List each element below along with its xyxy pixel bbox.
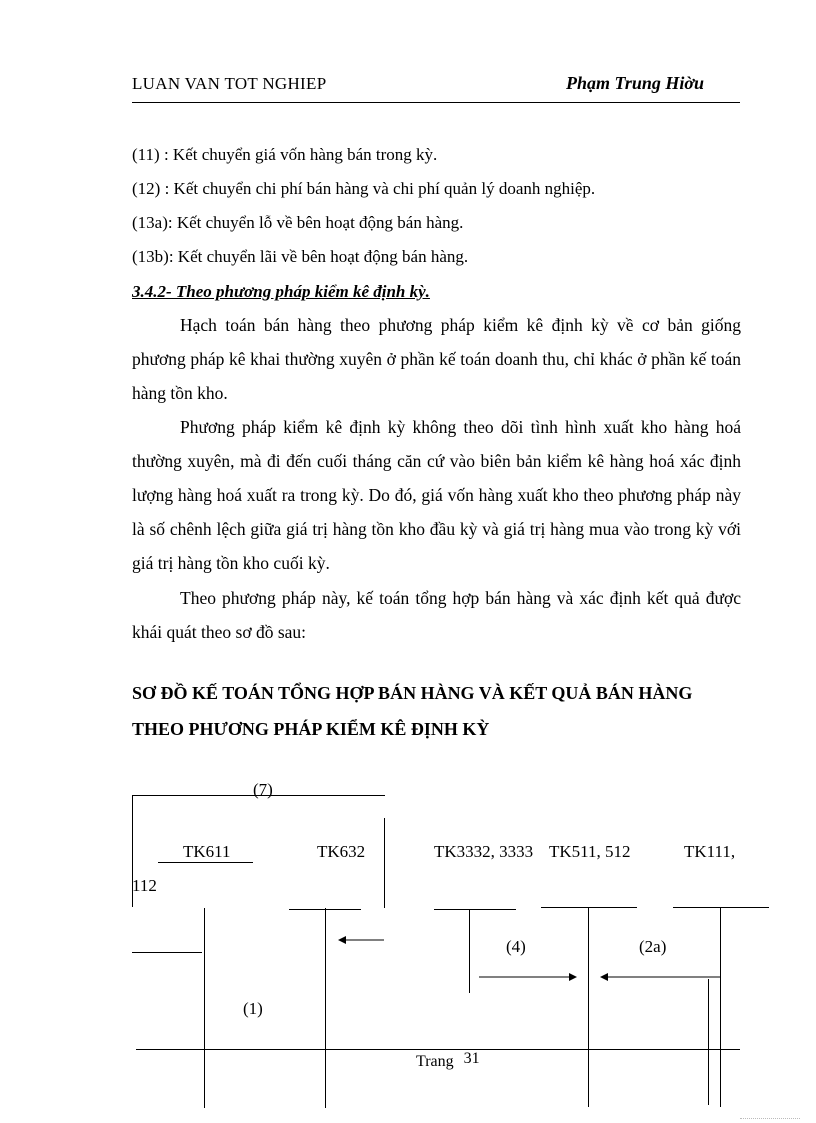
header-title: LUAN VAN TOT NGHIEP (132, 74, 327, 93)
bracket-7-right (384, 818, 385, 908)
paragraph-3: Theo phương pháp này, kế toán tổng hợp bán hàng và xác định kết quả được khái quát theo sơ đồ sau: (132, 588, 741, 642)
label-1: (1) (243, 999, 263, 1018)
entry-13a: (13a): Kết chuyển lỗ về bên hoạt động bán hàng. (132, 213, 464, 232)
account-tk511: TK511, 512 (549, 842, 631, 861)
paragraph-2: Phương pháp kiểm kê định kỳ không theo dõi tình hình xuất kho hàng hoá thường xuyên, mà đi đến cuối tháng căn cứ vào biên bản kiểm kê hàng hoá xác định lượng hàng hoá xuất ra trong kỳ. Do đó, giá vốn hàng xuất kho theo phương pháp này là số chênh lệch giữa giá trị hàng tồn kho đầu kỳ và giá trị hàng mua vào trong kỳ với giá trị hàng tồn kho cuối kỳ. (132, 417, 741, 573)
tk111-inner-line (708, 979, 709, 1105)
page-label: Trang (416, 1053, 454, 1070)
account-tk111: TK111, (684, 842, 736, 861)
tk611-t-stem (204, 908, 205, 1108)
footer-divider (136, 1049, 740, 1050)
tk3332-t-top (434, 909, 516, 910)
arrow-to-tk632 (336, 933, 386, 947)
paragraph-1: Hạch toán bán hàng theo phương pháp kiểm kê định kỳ về cơ bản giống phương pháp kê khai thường xuyên ở phần kế toán doanh thu, chỉ khác ở phần kế toán hàng tồn kho. (132, 315, 741, 403)
page-footer (416, 1050, 480, 1071)
account-tk632: TK632 (317, 842, 366, 861)
account-tk111-cont: 112 (132, 876, 157, 895)
entry-12: (12) : Kết chuyển chi phí bán hàng và chi phí quản lý doanh nghiệp. (132, 179, 596, 198)
arrow-4 (479, 970, 579, 984)
tk632-t-stem (325, 908, 326, 1108)
tk611-underline (158, 862, 253, 863)
label-4: (4) (506, 937, 526, 956)
account-tk3332: TK3332, 3333 (434, 842, 534, 861)
tk511-t-stem (588, 907, 589, 1107)
arrow-2a (598, 970, 722, 984)
tk111-t-stem (720, 907, 721, 1107)
header-author: Phạm Trung Hiờu (566, 73, 705, 93)
tk611-t-top (132, 952, 202, 953)
account-tk611: TK611 (183, 842, 231, 861)
tk111-t-top (673, 907, 769, 908)
entry-13b: (13b): Kết chuyển lãi về bên hoạt động bán hàng. (132, 247, 469, 266)
label-2a: (2a) (639, 937, 667, 956)
edge-dots (740, 1118, 800, 1120)
diagram-title-line-2: THEO PHƯƠNG PHÁP KIỂM KÊ ĐỊNH KỲ (132, 719, 490, 739)
tk511-t-top (541, 907, 637, 908)
diagram-title-line-1: SƠ ĐỒ KẾ TOÁN TỔNG HỢP BÁN HÀNG VÀ KẾT QUẢ BÁN HÀNG (132, 683, 693, 703)
header-divider (132, 102, 740, 103)
label-7: (7) (253, 780, 273, 799)
section-heading: 3.4.2- Theo phương pháp kiểm kê định kỳ. (132, 282, 430, 301)
entry-11: (11) : Kết chuyển giá vốn hàng bán trong kỳ. (132, 145, 438, 164)
tk3332-t-stem (469, 909, 470, 993)
page-number: 31 (463, 1050, 480, 1067)
